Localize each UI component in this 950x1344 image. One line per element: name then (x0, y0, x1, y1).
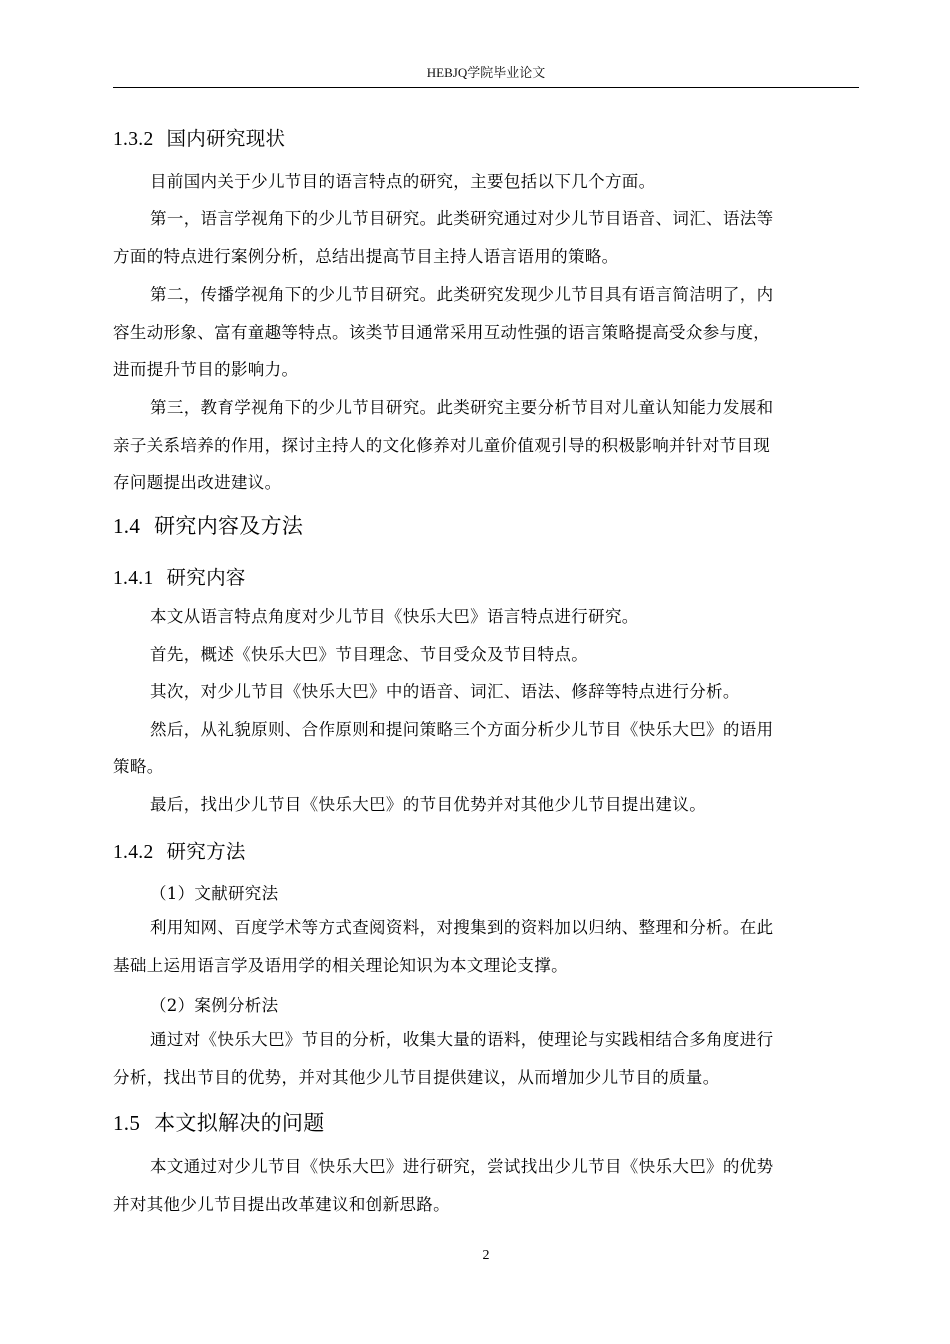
page-number: 2 (482, 1248, 490, 1263)
text-line: 其次，对少儿节目《快乐大巴》中的语音、词汇、语法、修辞等特点进行分析。 (150, 682, 740, 701)
paragraph-problem (113, 1148, 859, 1223)
text-line: 通过对《快乐大巴》节目的分析，收集大量的语料，使理论与实践相结合多角度进行 (150, 1030, 774, 1049)
text-line: 基础上运用语言学及语用学的相关理论知识为本文理论支撑。 (113, 955, 568, 975)
text-line: 然后，从礼貌原则、合作原则和提问策略三个方面分析少儿节目《快乐大巴》的语用 (150, 719, 774, 739)
text-line: 第三，教育学视角下的少儿节目研究。此类研究主要分析节目对儿童认知能力发展和 (150, 398, 774, 417)
text-line: 进而提升节目的影响力。 (113, 360, 299, 379)
text-line: 本文通过对少儿节目《快乐大巴》进行研究，尝试找出少儿节目《快乐大巴》的优势 (150, 1157, 774, 1176)
heading-1-3-2 (113, 123, 859, 151)
paragraph-communication (113, 276, 859, 389)
paragraph-linguistics (113, 200, 859, 275)
heading-number: 1.5 (113, 1111, 141, 1135)
paragraph-case (113, 1021, 859, 1096)
text-line: 本文从语言特点角度对少儿节目《快乐大巴》语言特点进行研究。 (150, 607, 639, 626)
heading-text: 研究方法 (166, 840, 246, 863)
text-line: 策略。 (113, 757, 164, 776)
text-line: 利用知网、百度学术等方式查阅资料，对搜集到的资料加以归纳、整理和分析。在此 (150, 918, 774, 937)
text-line: 目前国内关于少儿节目的语言特点的研究，主要包括以下几个方面。 (150, 172, 656, 191)
heading-1-4-2 (113, 836, 859, 864)
heading-1-4 (113, 510, 859, 540)
text-line: 第一，语言学视角下的少儿节目研究。此类研究通过对少儿节目语音、词汇、语法等 (150, 209, 774, 228)
text-line: 第二，传播学视角下的少儿节目研究。此类研究发现少儿节目具有语言简洁明了，内 (150, 285, 774, 304)
heading-number: 1.4.2 (113, 842, 154, 863)
heading-1-4-1 (113, 562, 859, 590)
heading-number: 1.4 (113, 514, 141, 538)
header-rule (113, 87, 859, 88)
text-line: 方面的特点进行案例分析，总结出提高节目主持人语言语用的策略。 (113, 246, 619, 266)
heading-1-5 (113, 1107, 859, 1137)
heading-text: 研究内容及方法 (154, 514, 304, 538)
method-title-literature: （1）文献研究法 (150, 884, 279, 903)
running-header: HEBJQ学院毕业论文 (426, 65, 546, 80)
text-line: 亲子关系培养的作用，探讨主持人的文化修养对儿童价值观引导的积极影响并针对节目现 (113, 435, 771, 455)
text-line: 并对其他少儿节目提出改革建议和创新思路。 (113, 1194, 450, 1214)
paragraph-content-intro (113, 598, 859, 823)
text-line: 存问题提出改进建议。 (113, 473, 282, 492)
text-line: 首先，概述《快乐大巴》节目理念、节目受众及节目特点。 (150, 644, 589, 664)
method-title-case: （2）案例分析法 (150, 996, 279, 1015)
paragraph-literature (113, 909, 859, 984)
heading-number: 1.4.1 (113, 568, 154, 589)
heading-number: 1.3.2 (113, 129, 154, 150)
paragraph-education (113, 389, 859, 502)
text-line: 最后，找出少儿节目《快乐大巴》的节目优势并对其他少儿节目提出建议。 (150, 794, 707, 814)
heading-text: 国内研究现状 (166, 127, 286, 150)
text-line: 容生动形象、富有童趣等特点。该类节目通常采用互动性强的语言策略提高受众参与度， (113, 322, 771, 342)
heading-text: 研究内容 (166, 566, 246, 589)
paragraph-intro (113, 163, 859, 201)
heading-text: 本文拟解决的问题 (154, 1111, 325, 1135)
text-line: 分析，找出节目的优势，并对其他少儿节目提供建议，从而增加少儿节目的质量。 (113, 1067, 720, 1087)
